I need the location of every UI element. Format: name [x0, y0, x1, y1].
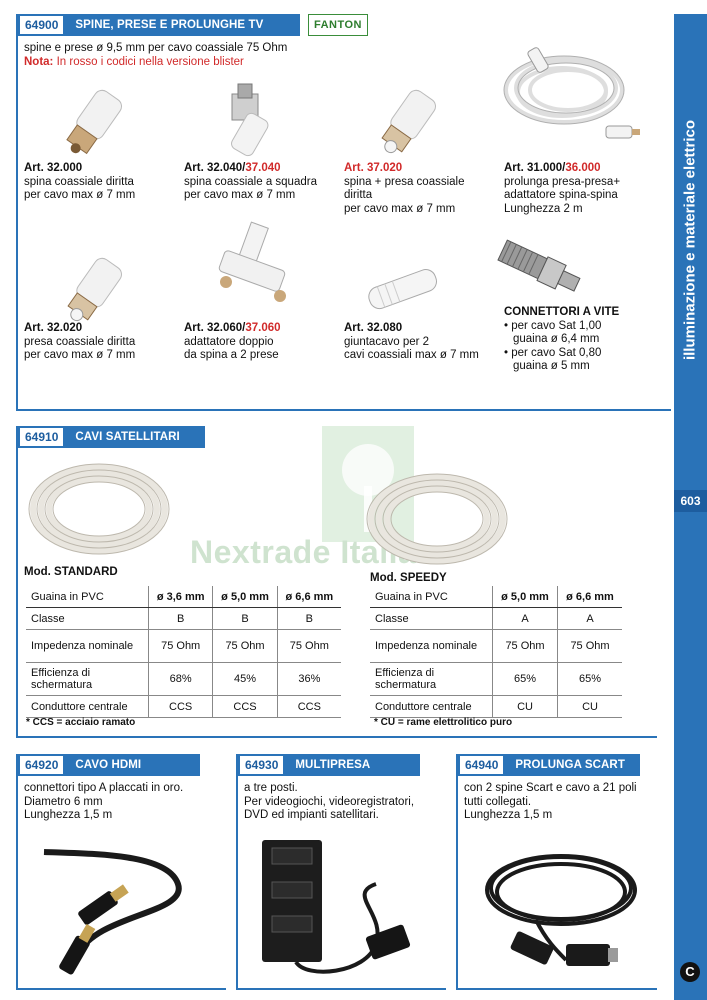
description-line: Lunghezza 1,5 m [24, 809, 113, 821]
standard-cable-coil-image [24, 454, 174, 564]
fanton-logo: FANTON [308, 14, 368, 36]
coax-plug-straight-image [54, 82, 134, 162]
section-multipresa-scart [236, 754, 446, 990]
table-cell: B [149, 608, 213, 630]
column-header: ø 5,0 mm [493, 586, 558, 608]
product-description [244, 782, 414, 823]
product-description: per cavo max ø 7 mm [24, 349, 136, 361]
table-row [370, 608, 622, 630]
extension-cable-image [494, 30, 644, 170]
article-number-blister: 37.040 [245, 162, 281, 174]
cable-joint-image [358, 260, 448, 320]
section-prolunga-scart [456, 754, 657, 990]
column-header: ø 6,6 mm [558, 586, 622, 608]
article-number: Art. 32.080 [344, 322, 403, 334]
table-cell: 65% [493, 663, 558, 696]
product-description: adattatore spina-spina [504, 189, 618, 201]
section-letter-badge: C [680, 962, 700, 982]
product-description: diritta [344, 189, 373, 201]
product-description: adattatore doppio [184, 335, 274, 348]
column-header: ø 3,6 mm [149, 586, 213, 608]
row-label: Conduttore centrale [370, 696, 493, 718]
table-cell: 75 Ohm [149, 630, 213, 663]
section-header [18, 754, 200, 776]
description-line: Lunghezza 1,5 m [464, 809, 553, 821]
table-cell: B [277, 608, 341, 630]
connectors-line: guaina ø 6,4 mm [513, 333, 600, 345]
product-code: 64930 [238, 754, 285, 776]
table-cell: 65% [558, 663, 622, 696]
section-header [458, 754, 640, 776]
table-cell: CCS [277, 696, 341, 718]
category-label: illuminazione e materiale elettrico [681, 119, 699, 361]
product-description: spina + presa coassiale [344, 175, 465, 188]
table-cell: A [558, 608, 622, 630]
hdmi-cable-image [38, 844, 208, 984]
scart-extension-cable-image [476, 840, 651, 980]
article-number-blister: 37.060 [245, 322, 281, 334]
table-header-row [26, 586, 341, 608]
note-text: In rosso i codici nella versione blister [53, 56, 244, 68]
connectors-line: guaina ø 5 mm [513, 360, 590, 372]
product-card [344, 162, 465, 216]
article-number: Art. 32.040/ [184, 162, 246, 174]
product-card [344, 322, 479, 363]
product-description: prolunga presa-presa+ [504, 175, 621, 188]
section-title: CAVO HDMI [65, 754, 200, 776]
table-cell: B [213, 608, 277, 630]
product-description: Lunghezza 2 m [504, 202, 583, 215]
standard-spec-table [26, 586, 341, 718]
model-label: Mod. SPEEDY [370, 572, 447, 584]
row-label: Efficienza di schermatura [26, 663, 149, 696]
product-description: per cavo max ø 7 mm [344, 202, 456, 215]
product-description: giuntacavo per 2 [344, 335, 430, 348]
product-card [24, 162, 135, 203]
product-description: cavi coassiali max ø 7 mm [344, 349, 479, 361]
product-card [24, 322, 135, 363]
table-row [26, 630, 341, 663]
product-code: 64920 [18, 754, 65, 776]
section-cavo-hdmi [16, 754, 226, 990]
table-cell: CCS [149, 696, 213, 718]
model-label: Mod. STANDARD [24, 566, 118, 578]
description-line: a tre posti. [244, 782, 298, 794]
table-cell: CU [493, 696, 558, 718]
table-row [370, 630, 622, 663]
product-description [24, 782, 183, 823]
table-header-row [370, 586, 622, 608]
article-number-blister: 36.000 [565, 162, 601, 174]
speedy-cable-coil-image [362, 464, 512, 574]
column-header: ø 6,6 mm [277, 586, 341, 608]
section-title: PROLUNGA SCART [505, 754, 640, 776]
row-label: Impedenza nominale [370, 630, 493, 663]
section-header [18, 426, 205, 448]
screw-connectors-card [504, 306, 619, 374]
intro-text: spine e prese ø 9,5 mm per cavo coassiale 75 Ohm [24, 42, 288, 54]
product-description [464, 782, 637, 823]
table-cell: 75 Ohm [493, 630, 558, 663]
table-cell: 36% [277, 663, 341, 696]
section-title: CAVI SATELLITARI [65, 426, 205, 448]
row-label: Classe [370, 608, 493, 630]
table-row [26, 696, 341, 718]
product-description: per cavo max ø 7 mm [184, 189, 296, 201]
product-description: da spina a 2 prese [184, 349, 279, 361]
product-description: spina coassiale a squadra [184, 175, 317, 188]
screw-connector-image [488, 230, 598, 310]
row-label: Classe [26, 608, 149, 630]
description-line: tutti collegati. [464, 795, 532, 808]
scart-multi-socket-image [256, 834, 436, 984]
connectors-title: CONNETTORI A VITE [504, 306, 620, 318]
description-line: DVD ed impianti satellitari. [244, 809, 379, 821]
section-cavi-satellitari [16, 426, 657, 738]
product-card [504, 162, 620, 216]
table-cell: CCS [213, 696, 277, 718]
table-cell: 75 Ohm [213, 630, 277, 663]
speedy-spec-table [370, 586, 622, 718]
section-spine-prese [16, 14, 671, 411]
article-number: Art. 31.000/ [504, 162, 566, 174]
table-row [26, 663, 341, 696]
column-header: Guaina in PVC [370, 586, 493, 608]
table-cell: A [493, 608, 558, 630]
description-line: con 2 spine Scart e cavo a 21 poli [464, 782, 637, 794]
article-number: Art. 32.000 [24, 162, 83, 174]
connectors-line: • per cavo Sat 0,80 [504, 346, 602, 359]
table-cell: 75 Ohm [558, 630, 622, 663]
section-title: MULTIPRESA SCART [285, 754, 420, 776]
double-adapter-image [210, 220, 294, 320]
note-label: Nota: [24, 56, 54, 68]
product-code: 64910 [18, 426, 65, 448]
section-title: SPINE, PRESE E PROLUNGHE TV [65, 14, 300, 36]
description-line: connettori tipo A placcati in oro. [24, 782, 184, 794]
product-card [184, 322, 281, 363]
product-description: presa coassiale diritta [24, 335, 136, 348]
footnote: * CU = rame elettrolitico puro [374, 717, 513, 728]
table-cell: CU [558, 696, 622, 718]
row-label: Conduttore centrale [26, 696, 149, 718]
product-code: 64900 [18, 14, 65, 36]
product-card [184, 162, 317, 203]
table-row [370, 696, 622, 718]
table-cell: 68% [149, 663, 213, 696]
note-line [24, 56, 244, 70]
article-number: Art. 32.020 [24, 322, 83, 334]
product-code: 64940 [458, 754, 505, 776]
connectors-line: • per cavo Sat 1,00 [504, 319, 602, 332]
watermark-text: Nextrade Italia [190, 534, 417, 570]
column-header: Guaina in PVC [26, 586, 149, 608]
coax-plug-angle-image [210, 80, 290, 164]
table-row [26, 608, 341, 630]
article-number: Art. 32.060/ [184, 322, 246, 334]
row-label: Efficienza di schermatura [370, 663, 493, 696]
table-cell: 45% [213, 663, 277, 696]
article-number-blister: Art. 37.020 [344, 162, 403, 174]
column-header: ø 5,0 mm [213, 586, 277, 608]
product-description: spina coassiale diritta [24, 175, 134, 188]
section-header [18, 14, 300, 36]
table-row [370, 663, 622, 696]
row-label: Impedenza nominale [26, 630, 149, 663]
page-number: 603 [674, 490, 707, 512]
product-description: per cavo max ø 7 mm [24, 189, 136, 201]
description-line: Per videogiochi, videoregistratori, [244, 795, 415, 808]
description-line: Diametro 6 mm [24, 795, 103, 808]
coax-socket-straight-image [368, 82, 448, 162]
coax-socket-image [54, 250, 134, 330]
footnote: * CCS = acciaio ramato [26, 717, 136, 728]
table-cell: 75 Ohm [277, 630, 341, 663]
